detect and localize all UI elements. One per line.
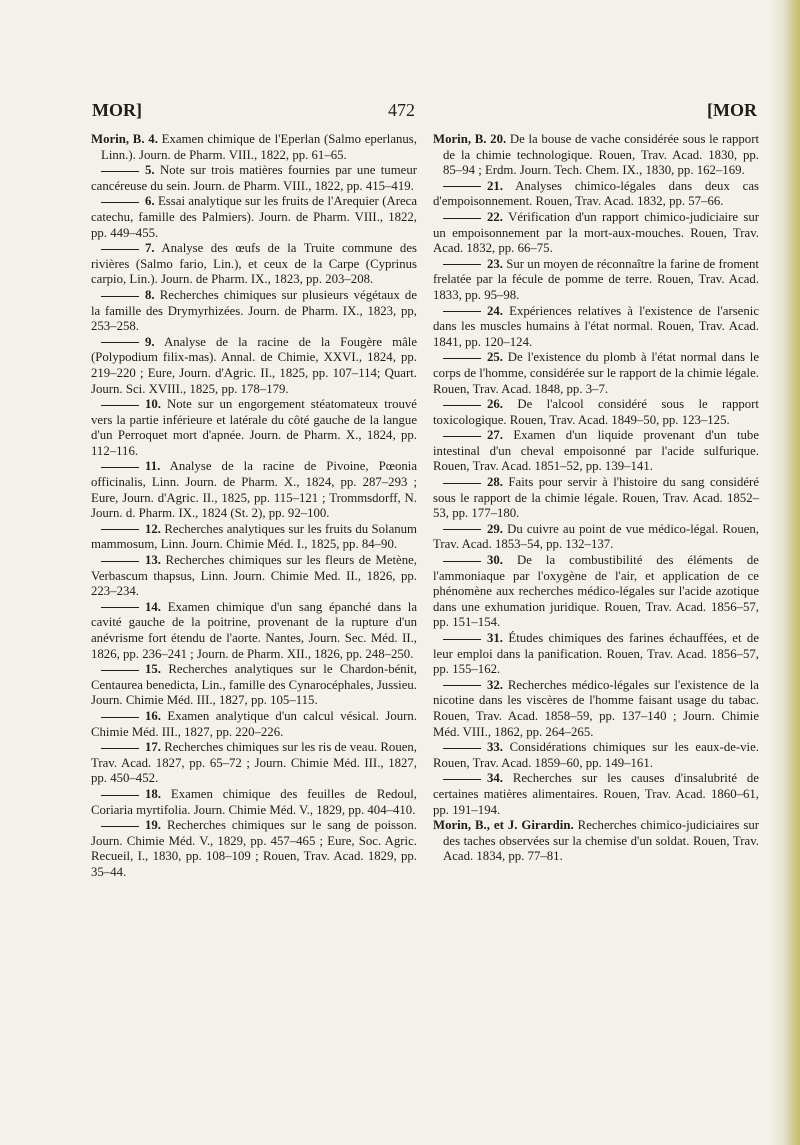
bibliography-entry — [433, 678, 759, 740]
entry-number: 34. — [487, 771, 503, 786]
bibliography-entry — [433, 304, 759, 351]
entry-number: 24. — [487, 303, 503, 318]
ditto-dash — [443, 311, 481, 312]
bibliography-entry — [91, 600, 417, 662]
entry-text: Recherches chimico-judiciaires sur des taches observées sur la chemise d'un soldat. Rouen, Trav. Acad. 1834, pp. 77–81. — [443, 818, 760, 864]
entry-number: 21. — [487, 178, 503, 193]
entry-text: Sur un moyen de réconnaître la farine de froment frelatée par la fécule de pomme de terre. Rouen, Trav. Acad. 1833, pp. 95–98. — [433, 256, 759, 302]
entry-text: Examen chimique d'un sang épanché dans la cavité gauche de la poitrine, provenant de la rupture d'un anévrisme fort étendu de l'aorte. Nantes, Journ. Sec. Méd. II., 1826, pp. 236–241 ; Journ. de Pharm. XII., 1826, pp. 248–250. — [91, 599, 417, 661]
ditto-dash — [443, 748, 481, 749]
right-column — [433, 132, 759, 865]
bibliography-entry — [433, 132, 759, 179]
ditto-dash — [443, 779, 481, 780]
bibliography-entry — [91, 818, 417, 880]
ditto-dash — [101, 717, 139, 718]
ditto-dash — [101, 171, 139, 172]
entry-text: De l'existence du plomb à l'état normal dans le corps de l'homme, considérée sur le rapport de la chimie légale. Rouen, Trav. Acad. 1848, pp. 3–7. — [433, 350, 759, 396]
entry-number: 5. — [145, 163, 155, 178]
entry-number: 11. — [145, 459, 161, 474]
entry-text: Analyse de la racine de Pivoine, Pœonia officinalis, Linn. Journ. de Pharm. X., 1824, pp. 287–293 ; Eure, Journ. d'Agric. II., 1825, pp. 115–121 ; Trommsdorff, N. Journ. d. Pharm. IX., 1824 (St. 2), pp. 92–100. — [91, 459, 417, 521]
ditto-dash — [101, 529, 139, 530]
entry-text: Recherches analytiques sur le Chardon-bénit, Centaurea benedicta, Lin., famille des Cynarocéphales, Jussieu. Journ. Chimie Méd. III., 1827, pp. 105–115. — [91, 662, 418, 708]
entry-text: Examen d'un liquide provenant d'un tube intestinal d'un cheval empoisonné par l'acide sulfurique. Rouen, Trav. Acad. 1851–52, pp. 139–141. — [433, 428, 759, 474]
entry-number: 25. — [487, 350, 503, 365]
entry-text: Recherches chimiques sur les fleurs de Metène, Verbascum thapsus, Linn. Journ. Chimie Med. II., 1826, pp. 223–234. — [91, 553, 417, 599]
entry-number: 17. — [145, 740, 161, 755]
bibliography-entry — [91, 241, 417, 288]
entry-number: 6. — [145, 194, 155, 209]
entry-number: 19. — [145, 818, 161, 833]
left-column — [91, 132, 417, 881]
entry-text: Expériences relatives à l'existence de l'arsenic dans les muscles humains à l'état normal. Rouen, Trav. Acad. 1841, pp. 120–124. — [433, 303, 759, 349]
bibliography-entry — [91, 335, 417, 397]
entry-number: 23. — [487, 256, 503, 271]
ditto-dash — [101, 202, 139, 203]
ditto-dash — [101, 467, 139, 468]
page-number: 472 — [388, 100, 415, 120]
entry-number: 28. — [487, 475, 503, 490]
bibliography-entry — [433, 210, 759, 257]
bibliography-entry — [433, 522, 759, 553]
entry-text: Vérification d'un rapport chimico-judiciaire sur un empoisonnement par la mort-aux-mouches. Rouen, Trav. Acad. 1832, pp. 66–75. — [433, 209, 759, 256]
entry-number: 14. — [145, 599, 161, 614]
bibliography-entry — [91, 163, 417, 194]
bibliography-entry — [91, 553, 417, 600]
entry-text: Faits pour servir à l'histoire du sang considéré sous le rapport de la chimie légale. Rouen, Trav. Acad. 1852–53, pp. 177–180. — [433, 475, 759, 521]
bibliography-entry — [91, 522, 417, 553]
ditto-dash — [443, 358, 481, 359]
ditto-dash — [443, 436, 481, 437]
ditto-dash — [101, 561, 139, 562]
page-header — [92, 100, 757, 126]
bibliography-entry — [433, 740, 759, 771]
entry-text: Note sur un engorgement stéatomateux trouvé vers la partie inférieure et latérale du côté gauche de la langue d'un Perroquet mort d'apnée. Journ. de Pharm. X., 1824, pp. 112–116. — [91, 397, 417, 458]
bibliography-entry — [91, 288, 417, 335]
bibliography-entry — [433, 179, 759, 210]
ditto-dash — [101, 249, 139, 250]
entry-number: 10. — [145, 397, 161, 412]
entry-number: 8. — [145, 287, 155, 302]
bibliography-entry — [91, 740, 417, 787]
ditto-dash — [443, 218, 481, 219]
entry-number: 22. — [487, 209, 503, 224]
ditto-dash — [443, 561, 481, 562]
bibliography-entry — [91, 397, 417, 459]
entry-text: Examen chimique des feuilles de Redoul, Coriaria myrtifolia. Journ. Chimie Méd. V., 1829, pp. 404–410. — [91, 786, 418, 817]
bibliography-entry — [91, 662, 417, 709]
entry-number: 20. — [490, 132, 507, 146]
ditto-dash — [101, 826, 139, 827]
entry-number: 31. — [487, 631, 503, 645]
entry-number: 12. — [145, 521, 161, 536]
ditto-dash — [443, 529, 481, 530]
entry-number: 15. — [145, 662, 161, 677]
header-right: [MOR — [707, 100, 757, 120]
ditto-dash — [101, 670, 139, 671]
entry-text: Recherches analytiques sur les fruits du Solanum mammosum, Linn. Journ. Chimie Méd. I., 1825, pp. 84–90. — [91, 521, 417, 552]
entry-text: De la combustibilité des éléments de l'ammoniaque par l'oxygène de l'air, et application de ce phénomène aux recherches médico-légales sur l'acide azotique dans une exhumation juridique. Rouen, Trav. Acad. 1856–57, pp. 151–154. — [433, 553, 759, 630]
ditto-dash — [443, 264, 481, 265]
entry-author: Morin, B., et J. Girardin. — [433, 818, 574, 833]
entry-text: Recherches sur les causes d'insalubrité de certaines matières alimentaires. Rouen, Trav. Acad. 1860–61, pp. 191–194. — [433, 771, 759, 817]
entry-number: 16. — [145, 708, 161, 723]
entry-number: 9. — [145, 334, 155, 349]
entry-text: Essai analytique sur les fruits de l'Arequier (Areca catechu, famille des Palmiers). Journ. de Pharm. VIII., 1822, pp. 449–455. — [91, 194, 417, 240]
bibliography-entry — [433, 397, 759, 428]
ditto-dash — [101, 342, 139, 343]
ditto-dash — [443, 639, 481, 640]
entry-number: 33. — [487, 740, 503, 755]
entry-text: Examen analytique d'un calcul vésical. Journ. Chimie Méd. III., 1827, pp. 220–226. — [91, 708, 418, 739]
entry-text: Recherches médico-légales sur l'existence de la nicotine dans les viscères de l'homme faisant usage du tabac. Rouen, Trav. Acad. 1858–59, pp. 137–140 ; Journ. Chimie Méd. VIII., 1862, pp. 264–265. — [433, 677, 759, 739]
entry-number: 27. — [487, 428, 503, 443]
bibliography-entry — [433, 818, 759, 865]
entry-text: Analyses chimico-légales dans deux cas d'empoisonnement. Rouen, Trav. Acad. 1832, pp. 57–66. — [433, 178, 759, 209]
entry-number: 4. — [148, 132, 158, 146]
bibliography-entry — [91, 132, 417, 163]
entry-text: De l'alcool considéré sous le rapport toxicologique. Rouen, Trav. Acad. 1849–50, pp. 123–125. — [433, 397, 759, 427]
entry-text: Du cuivre au point de vue médico-légal. Rouen, Trav. Acad. 1853–54, pp. 132–137. — [433, 521, 759, 552]
entry-number: 32. — [487, 677, 503, 692]
bibliography-entry — [91, 459, 417, 521]
entry-number: 29. — [487, 521, 503, 536]
ditto-dash — [101, 405, 139, 406]
ditto-dash — [443, 483, 481, 484]
entry-text: Analyse de la racine de la Fougère mâle (Polypodium filix-mas). Annal. de Chimie, XXVI., 1824, pp. 219–220 ; Eure, Journ. d'Agric. II., 1825, pp. 107–114; Quart. Journ. Sci. XVIII., 1825, pp. 178–179. — [91, 334, 417, 396]
entry-text: Note sur trois matières fournies par une tumeur cancéreuse du sein. Journ. de Pharm. VIII., 1822, pp. 415–419. — [91, 163, 417, 193]
page-edge — [770, 0, 800, 1145]
entry-text: Études chimiques des farines échauffées, et de leur emploi dans la panification. Rouen, Trav. Acad. 1856–57, pp. 155–162. — [433, 631, 759, 677]
bibliography-entry — [433, 475, 759, 522]
ditto-dash — [101, 607, 139, 608]
ditto-dash — [101, 795, 139, 796]
ditto-dash — [101, 296, 139, 297]
bibliography-entry — [433, 350, 759, 397]
entry-number: 18. — [145, 786, 161, 801]
bibliography-entry — [91, 194, 417, 241]
ditto-dash — [443, 405, 481, 406]
entry-text: Examen chimique de l'Eperlan (Salmo eperlanus, Linn.). Journ. de Pharm. VIII., 1822, pp. 61–65. — [101, 132, 417, 162]
ditto-dash — [101, 748, 139, 749]
entry-text: De la bouse de vache considérée sous le rapport de la chimie technologique. Rouen, Trav. Acad. 1830, pp. 85–94 ; Erdm. Journ. Tech. Chem. IX., 1830, pp. 162–169. — [443, 132, 760, 178]
entry-text: Recherches chimiques sur plusieurs végétaux de la famille des Drymyrhizées. Journ. de Pharm. IX., 1823, pp, 253–258. — [91, 287, 418, 334]
bibliography-entry — [433, 428, 759, 475]
ditto-dash — [443, 685, 481, 686]
bibliography-entry — [91, 709, 417, 740]
ditto-dash — [443, 186, 481, 187]
bibliography-entry — [433, 631, 759, 678]
bibliography-entry — [433, 257, 759, 304]
entry-number: 26. — [487, 397, 503, 412]
entry-author: Morin, B. — [433, 132, 487, 146]
bibliography-entry — [433, 553, 759, 631]
entry-text: Analyse des œufs de la Truite commune des rivières (Salmo fario, Lin.), et ceux de la Carpe (Cyprinus carpio, Lin.). Journ. de Pharm. IX., 1823, pp. 203–208. — [91, 241, 417, 287]
entry-number: 7. — [145, 241, 155, 256]
entry-number: 13. — [145, 553, 161, 568]
entry-author: Morin, B. — [91, 132, 145, 146]
entry-text: Considérations chimiques sur les eaux-de-vie. Rouen, Trav. Acad. 1859–60, pp. 149–161. — [433, 740, 759, 770]
header-left: MOR] — [92, 100, 142, 120]
bibliography-entry — [433, 771, 759, 818]
bibliography-entry — [91, 787, 417, 818]
entry-number: 30. — [487, 553, 503, 568]
entry-text: Recherches chimiques sur le sang de poisson. Journ. Chimie Méd. V., 1829, pp. 457–465 ; Eure, Soc. Agric. Recueil, I., 1830, pp. 108–109 ; Rouen, Trav. Acad. 1829, pp. 35–44. — [91, 818, 417, 879]
entry-text: Recherches chimiques sur les ris de veau. Rouen, Trav. Acad. 1827, pp. 65–72 ; Journ. Chimie Méd. III., 1827, pp. 450–452. — [91, 740, 417, 786]
